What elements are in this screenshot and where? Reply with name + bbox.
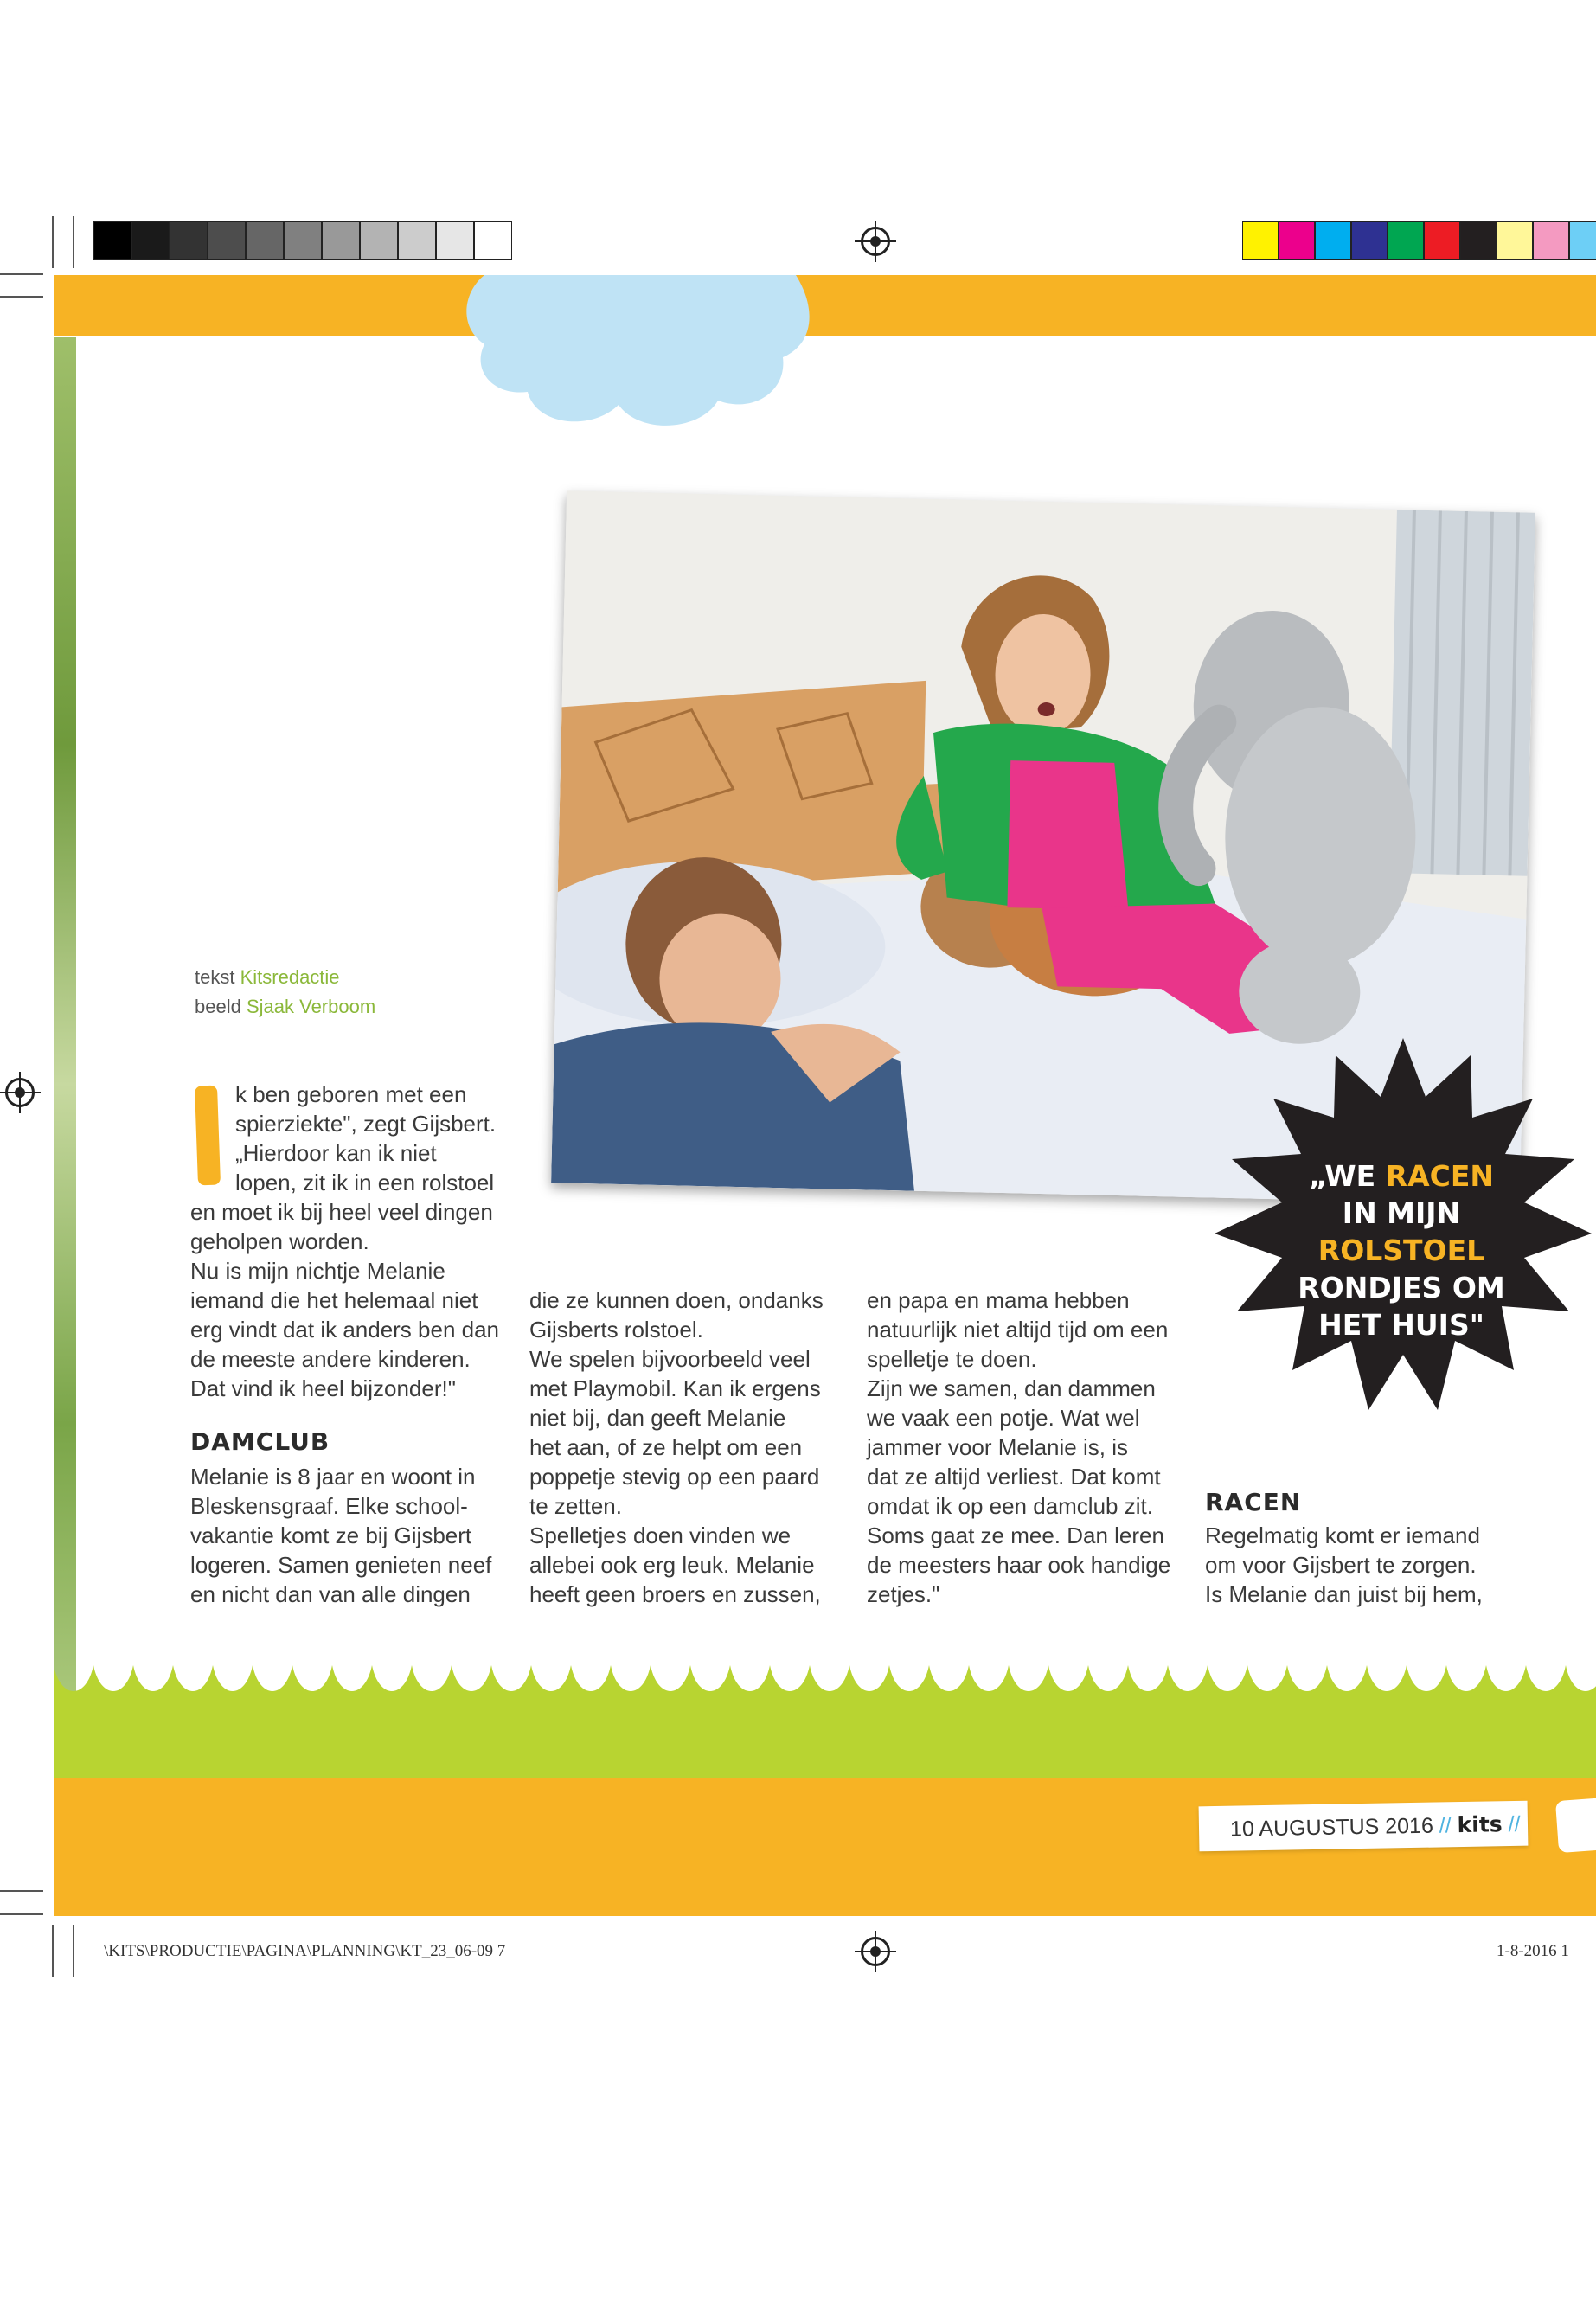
crop-mark [0,273,43,275]
text-line: de meesters haar ook handige [867,1552,1171,1578]
text-line: om voor Gijsbert te zorgen. [1205,1552,1477,1578]
scallop [1446,1665,1486,1726]
scallop [253,1665,292,1726]
scallop [1128,1665,1168,1726]
text-line: iemand die het helemaal niet [190,1287,478,1313]
scallop-edge [54,1665,1596,1726]
article-column-3 [867,1285,1170,1609]
credit-photographer: Sjaak Verboom [246,996,376,1017]
text-line: Zijn we samen, dan dammen [867,1375,1156,1401]
text-line: Bleskensgraaf. Elke school- [190,1493,468,1519]
article-column-1-intro [235,1080,496,1197]
crop-mark [0,296,43,298]
separator: // [1502,1811,1521,1837]
article-column-2 [529,1285,824,1609]
color-swatch [322,221,360,260]
text-line: Regelmatig komt er iemand [1205,1522,1480,1548]
text-line: Gijsberts rolstoel. [529,1317,703,1343]
scallop [651,1665,690,1726]
crop-mark [0,1890,43,1892]
text-line: We spelen bijvoorbeeld veel [529,1346,811,1372]
quote-text: RONDJES OM [1298,1271,1505,1304]
text-line: niet bij, dan geeft Melanie [529,1405,786,1431]
scallop [810,1665,849,1726]
subhead-racen: RACEN [1205,1488,1302,1516]
text-line: lopen, zit ik in een rolstoel [235,1170,495,1195]
color-swatch [1460,221,1497,260]
slug-line-file: \KITS\PRODUCTIE\PAGINA\PLANNING\KT_23_06-09 7 [104,1942,506,1960]
scallop [969,1665,1009,1726]
text-line: geholpen worden. [190,1228,369,1254]
text-line: natuurlijk niet altijd tijd om een [867,1317,1169,1343]
drop-cap-i [195,1086,221,1186]
color-swatch [246,221,284,260]
slug-line-date: 1-8-2016 1 [1497,1942,1569,1960]
crop-mark [52,216,54,268]
scallop [929,1665,969,1726]
issue-date: 10 AUGUSTUS 2016 [1229,1813,1434,1842]
scallop [531,1665,571,1726]
crop-mark [73,216,74,268]
scallop [889,1665,929,1726]
scallop [1287,1665,1327,1726]
article-column-4 [1205,1521,1483,1609]
article-column-1-damclub [190,1462,491,1609]
text-line: zetjes." [867,1581,940,1607]
scallop [133,1665,173,1726]
scallop [1486,1665,1526,1726]
text-line: het aan, of ze helpt om een [529,1434,803,1460]
credit-text [195,963,340,992]
scallop [332,1665,372,1726]
subhead-damclub: DAMCLUB [190,1427,330,1456]
scallop [173,1665,213,1726]
scallop [571,1665,611,1726]
credit-label: beeld [195,996,241,1017]
color-swatch [1242,221,1279,260]
color-swatch [131,221,170,260]
registration-mark-icon [5,1078,35,1107]
pull-quote [1272,1157,1531,1343]
crop-mark [0,1913,43,1915]
scallop [491,1665,531,1726]
text-line: die ze kunnen doen, ondanks [529,1287,824,1313]
text-line: dat ze altijd verliest. Dat komt [867,1464,1161,1490]
text-line: allebei ook erg leuk. Melanie [529,1552,815,1578]
quote-highlight: ROLSTOEL [1317,1234,1485,1267]
quote-text: HET HUIS" [1318,1308,1484,1342]
text-line: spierziekte", zegt Gijsbert. [235,1111,497,1137]
left-photo-edge [54,337,76,1695]
color-swatch [1315,221,1351,260]
scallop [452,1665,491,1726]
scallop [1407,1665,1446,1726]
text-line: k ben geboren met een [235,1081,467,1107]
scallop [1566,1665,1596,1726]
page-number-badge [1555,1798,1596,1853]
scallop [611,1665,651,1726]
text-line: Spelletjes doen vinden we [529,1522,792,1548]
text-line: en moet ik bij heel veel dingen [190,1199,493,1225]
cloud-decoration [450,275,830,431]
scallop [1009,1665,1048,1726]
issue-date-tag [1199,1801,1529,1852]
text-line: en nicht dan van alle dingen [190,1581,471,1607]
text-line: we vaak een potje. Wat wel [867,1405,1140,1431]
credit-label: tekst [195,966,235,988]
article-column-1 [190,1197,499,1403]
quote-text: „WE [1309,1159,1386,1193]
color-swatch [1388,221,1424,260]
scallop [1208,1665,1247,1726]
registration-mark-icon [861,1937,890,1966]
scallop [372,1665,412,1726]
text-line: Soms gaat ze mee. Dan leren [867,1522,1164,1548]
text-line: omdat ik op een damclub zit. [867,1493,1153,1519]
scallop [412,1665,452,1726]
color-swatch [1569,221,1596,260]
separator: // [1433,1813,1458,1838]
crop-mark [73,1925,74,1977]
color-swatch [1497,221,1533,260]
color-swatch [284,221,322,260]
text-line: de meeste andere kinderen. [190,1346,471,1372]
text-line: jammer voor Melanie is, is [867,1434,1128,1460]
scallop [93,1665,133,1726]
color-swatch [1424,221,1460,260]
scallop [54,1665,93,1726]
scallop [1088,1665,1128,1726]
color-swatch [1533,221,1569,260]
text-line: vakantie komt ze bij Gijsbert [190,1522,472,1548]
text-line: met Playmobil. Kan ik ergens [529,1375,821,1401]
quote-highlight: RACEN [1385,1159,1494,1193]
text-line: Nu is mijn nichtje Melanie [190,1258,445,1284]
text-line: erg vindt dat ik anders ben dan [190,1317,500,1343]
scallop [730,1665,770,1726]
text-line: „Hierdoor kan ik niet [235,1140,437,1166]
text-line: Is Melanie dan juist bij hem, [1205,1581,1483,1607]
scallop [690,1665,730,1726]
text-line: heeft geen broers en zussen, [529,1581,821,1607]
credit-image [195,992,375,1022]
text-line: Dat vind ik heel bijzonder!" [190,1375,456,1401]
brand-logo: kits [1457,1811,1503,1838]
scallop [292,1665,332,1726]
text-line: te zetten. [529,1493,622,1519]
color-swatch [170,221,208,260]
text-line: Melanie is 8 jaar en woont in [190,1464,476,1490]
scallop [1168,1665,1208,1726]
color-swatch [208,221,246,260]
color-swatch [93,221,131,260]
scallop [849,1665,889,1726]
registration-mark-icon [861,227,890,256]
scallop [1048,1665,1088,1726]
text-line: logeren. Samen genieten neef [190,1552,492,1578]
scallop [1327,1665,1367,1726]
text-line: poppetje stevig op een paard [529,1464,820,1490]
text-line: en papa en mama hebben [867,1287,1130,1313]
color-swatch [398,221,436,260]
scallop [1247,1665,1287,1726]
crop-mark [52,1925,54,1977]
scallop [1367,1665,1407,1726]
color-swatch [1279,221,1315,260]
color-swatch [474,221,512,260]
color-swatch [360,221,398,260]
quote-text: IN MIJN [1342,1196,1461,1230]
scallop [770,1665,810,1726]
color-swatch [1351,221,1388,260]
color-swatch [436,221,474,260]
credit-author: Kitsredactie [240,966,340,988]
scallop [1526,1665,1566,1726]
scallop [213,1665,253,1726]
text-line: spelletje te doen. [867,1346,1037,1372]
